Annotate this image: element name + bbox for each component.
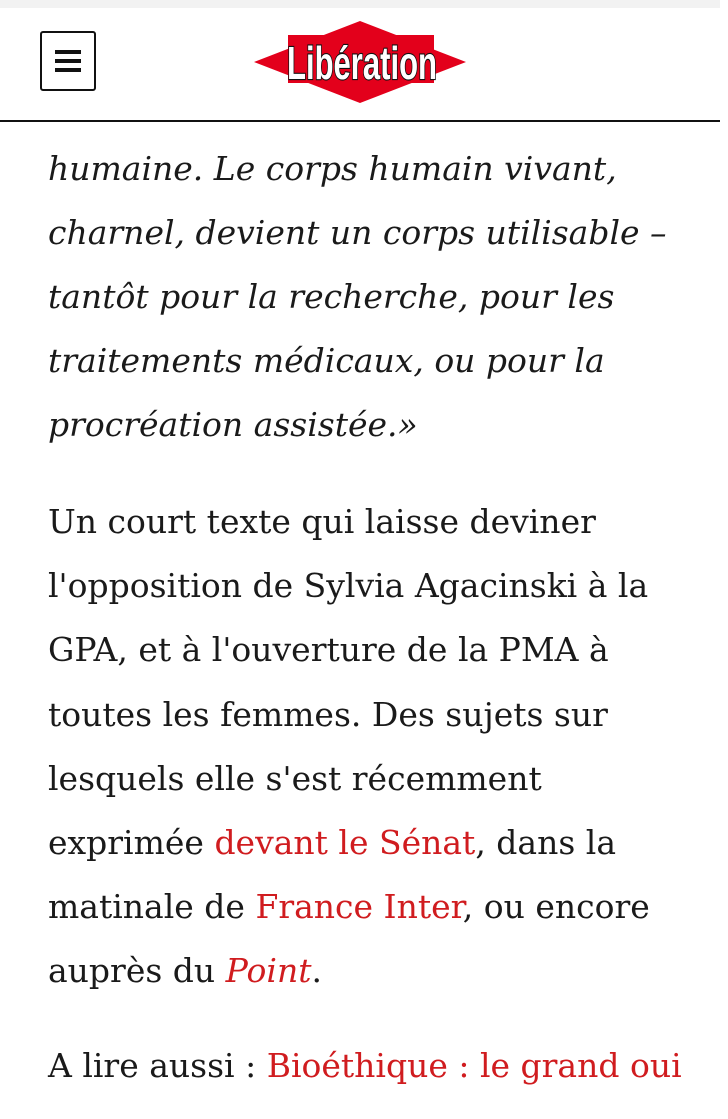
link-read-also-article[interactable]: Bioéthique : le grand oui — [266, 1046, 682, 1085]
browser-top-strip — [0, 0, 720, 8]
quote-line: procréation assistée.» — [48, 405, 418, 444]
quote-line: traitements médicaux, ou pour la — [48, 341, 605, 380]
quote-line: humaine. Le corps humain vivant, — [48, 149, 617, 188]
liberation-logo-icon — [254, 21, 466, 103]
hamburger-menu-icon — [55, 50, 81, 54]
article-quote — [48, 137, 688, 457]
read-also-label: A lire aussi : — [48, 1046, 267, 1085]
paragraph-line — [48, 875, 698, 939]
site-header — [0, 8, 720, 122]
logo-wordmark: Libération — [287, 37, 437, 89]
paragraph-line: Un court texte qui laisse deviner — [48, 502, 596, 541]
liberation-logo[interactable] — [254, 21, 466, 103]
paragraph-line: GPA, et à l'ouverture de la PMA à — [48, 630, 609, 670]
hamburger-menu-icon — [55, 59, 81, 63]
paragraph-text: auprès du — [48, 951, 226, 991]
hamburger-menu-icon — [55, 68, 81, 72]
link-devant-le-senat[interactable]: devant le Sénat — [214, 823, 476, 863]
paragraph-text: exprimée — [48, 823, 215, 863]
menu-button[interactable] — [40, 31, 96, 91]
article-paragraph — [48, 490, 698, 1004]
quote-line: tantôt pour la recherche, pour les — [48, 277, 615, 316]
link-le-point[interactable]: Point — [225, 951, 312, 991]
paragraph-line: l'opposition de Sylvia Agacinski à la — [48, 566, 649, 606]
quote-line: charnel, devient un corps utilisable – — [48, 213, 667, 252]
paragraph-text: matinale de — [48, 887, 256, 927]
paragraph-line: lesquels elle s'est récemment — [48, 758, 542, 798]
paragraph-text: , dans la — [475, 823, 616, 863]
read-also-line — [48, 1034, 728, 1098]
read-also-block — [48, 1034, 728, 1098]
link-france-inter[interactable]: France Inter — [255, 887, 463, 927]
paragraph-text: . — [311, 951, 322, 991]
paragraph-line: toutes les femmes. Des sujets sur — [48, 694, 608, 734]
paragraph-line — [48, 939, 698, 1003]
paragraph-line — [48, 811, 698, 875]
paragraph-text: , ou encore — [462, 887, 650, 927]
